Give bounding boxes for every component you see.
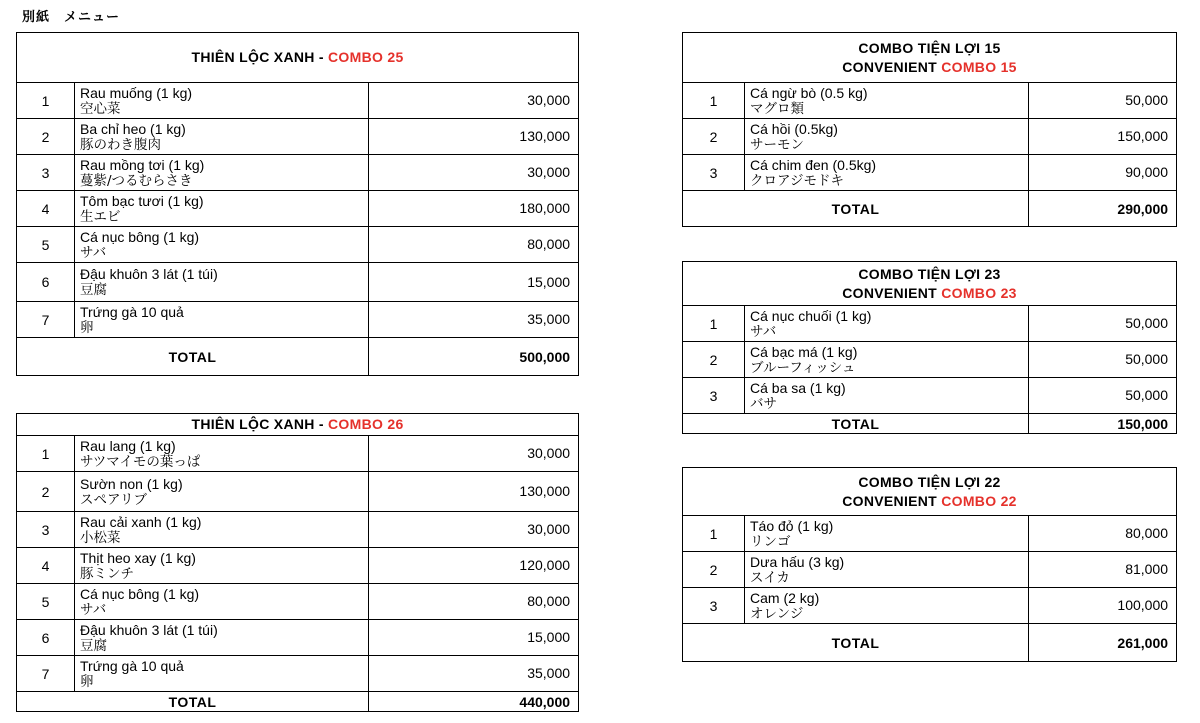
combo-26-title: THIÊN LỘC XANH - COMBO 26 <box>17 414 579 436</box>
table-row <box>683 552 1177 588</box>
item-number: 1 <box>683 516 745 552</box>
item-name-vietnamese: Rau lang (1 kg) <box>80 437 176 454</box>
table-row <box>17 584 579 620</box>
item-name-japanese: 小松菜 <box>80 529 121 546</box>
item-price: 130,000 <box>369 472 579 512</box>
item-name-cell <box>745 378 1029 414</box>
item-number: 2 <box>17 119 75 155</box>
combo-23-table <box>682 261 1177 434</box>
item-number: 5 <box>17 584 75 620</box>
table-row <box>17 512 579 548</box>
table-row <box>17 302 579 338</box>
item-name-cell <box>75 191 369 227</box>
item-price: 80,000 <box>369 584 579 620</box>
item-name-vietnamese: Cá nục chuối (1 kg) <box>750 307 872 324</box>
total-label: TOTAL <box>683 624 1029 662</box>
total-row <box>683 624 1177 662</box>
item-name-vietnamese: Táo đỏ (1 kg) <box>750 517 834 534</box>
item-number: 7 <box>17 656 75 692</box>
item-name-cell <box>75 620 369 656</box>
item-name-japanese: スイカ <box>750 569 790 586</box>
item-price: 130,000 <box>369 119 579 155</box>
table-row <box>17 656 579 692</box>
total-label: TOTAL <box>683 414 1029 434</box>
item-number: 1 <box>683 83 745 119</box>
item-price: 50,000 <box>1029 378 1177 414</box>
item-number: 6 <box>17 263 75 302</box>
item-number: 1 <box>17 436 75 472</box>
item-name-vietnamese: Tôm bạc tươi (1 kg) <box>80 192 204 209</box>
item-price: 15,000 <box>369 620 579 656</box>
item-name-cell <box>75 584 369 620</box>
item-name-japanese: スペアリブ <box>80 491 147 508</box>
item-name-cell <box>745 83 1029 119</box>
item-name-cell <box>75 155 369 191</box>
item-name-cell <box>75 83 369 119</box>
item-price: 150,000 <box>1029 119 1177 155</box>
combo-25-table <box>16 32 579 376</box>
item-name-vietnamese: Trứng gà 10 quả <box>80 657 184 674</box>
item-name-cell <box>745 588 1029 624</box>
item-number: 3 <box>17 155 75 191</box>
item-name-japanese: バサ <box>750 395 777 412</box>
item-name-japanese: 豚のわき腹肉 <box>80 136 161 153</box>
combo-26-table <box>16 413 579 712</box>
item-number: 2 <box>683 552 745 588</box>
table-row <box>683 83 1177 119</box>
combo-15-table <box>682 32 1177 227</box>
item-name-vietnamese: Cá bạc má (1 kg) <box>750 343 858 360</box>
table-row <box>683 516 1177 552</box>
item-name-cell <box>745 342 1029 378</box>
item-price: 35,000 <box>369 656 579 692</box>
item-price: 50,000 <box>1029 342 1177 378</box>
item-number: 3 <box>17 512 75 548</box>
item-price: 180,000 <box>369 191 579 227</box>
item-name-japanese: ブルーフィッシュ <box>750 359 856 376</box>
table-row <box>17 191 579 227</box>
item-number: 3 <box>683 588 745 624</box>
item-price: 50,000 <box>1029 306 1177 342</box>
item-name-vietnamese: Rau muống (1 kg) <box>80 84 193 101</box>
table-row <box>683 342 1177 378</box>
table-row <box>17 263 579 302</box>
item-price: 15,000 <box>369 263 579 302</box>
item-number: 2 <box>683 119 745 155</box>
item-price: 100,000 <box>1029 588 1177 624</box>
item-number: 4 <box>17 548 75 584</box>
item-name-japanese: 卵 <box>80 319 94 336</box>
item-price: 90,000 <box>1029 155 1177 191</box>
item-number: 5 <box>17 227 75 263</box>
item-name-japanese: 豚ミンチ <box>80 565 134 582</box>
item-price: 35,000 <box>369 302 579 338</box>
item-name-cell <box>745 516 1029 552</box>
item-name-japanese: リンゴ <box>750 533 791 550</box>
item-name-vietnamese: Cá chim đen (0.5kg) <box>750 156 877 173</box>
total-label: TOTAL <box>683 191 1029 227</box>
item-name-japanese: サバ <box>80 601 107 618</box>
item-name-vietnamese: Thịt heo xay (1 kg) <box>80 549 196 566</box>
item-name-japanese: 生エビ <box>80 208 121 225</box>
table-row <box>17 548 579 584</box>
item-name-vietnamese: Sườn non (1 kg) <box>80 475 183 492</box>
item-name-vietnamese: Trứng gà 10 quả <box>80 303 184 320</box>
item-name-cell <box>75 548 369 584</box>
total-label: TOTAL <box>17 338 369 376</box>
item-price: 30,000 <box>369 512 579 548</box>
item-name-vietnamese: Cá hồi (0.5kg) <box>750 120 838 137</box>
item-name-cell <box>745 155 1029 191</box>
item-price: 30,000 <box>369 436 579 472</box>
item-name-vietnamese: Cá nục bông (1 kg) <box>80 585 200 602</box>
item-number: 1 <box>683 306 745 342</box>
item-name-japanese: クロアジモドキ <box>750 172 844 189</box>
item-price: 30,000 <box>369 155 579 191</box>
total-value: 440,000 <box>369 692 579 712</box>
item-name-japanese: サーモン <box>750 136 804 153</box>
table-row <box>17 436 579 472</box>
item-number: 4 <box>17 191 75 227</box>
item-name-vietnamese: Ba chỉ heo (1 kg) <box>80 120 186 137</box>
table-row <box>17 83 579 119</box>
item-name-japanese: 豆腐 <box>80 282 107 298</box>
item-name-japanese: マグロ類 <box>750 100 804 117</box>
table-row <box>683 306 1177 342</box>
table-row <box>17 119 579 155</box>
table-row <box>683 588 1177 624</box>
item-name-cell <box>745 552 1029 588</box>
item-name-japanese: 空心菜 <box>80 100 121 117</box>
item-name-vietnamese: Cá nục bông (1 kg) <box>80 228 200 245</box>
item-name-vietnamese: Dưa hấu (3 kg) <box>750 553 845 570</box>
item-price: 120,000 <box>369 548 579 584</box>
item-price: 80,000 <box>1029 516 1177 552</box>
item-price: 80,000 <box>369 227 579 263</box>
item-number: 1 <box>17 83 75 119</box>
total-value: 261,000 <box>1029 624 1177 662</box>
combo-25-title: THIÊN LỘC XANH - COMBO 25 <box>17 33 579 83</box>
item-number: 6 <box>17 620 75 656</box>
item-name-cell <box>75 263 369 302</box>
item-name-cell <box>75 436 369 472</box>
item-number: 2 <box>683 342 745 378</box>
item-name-cell <box>75 512 369 548</box>
table-row <box>17 620 579 656</box>
total-value: 150,000 <box>1029 414 1177 434</box>
combo-15-title: COMBO TIỆN LỢI 15 CONVENIENT COMBO 15 <box>683 33 1177 83</box>
item-number: 7 <box>17 302 75 338</box>
combo-22-title: COMBO TIỆN LỢI 22 CONVENIENT COMBO 22 <box>683 468 1177 516</box>
item-name-vietnamese: Rau mồng tơi (1 kg) <box>80 156 205 173</box>
item-name-vietnamese: Đậu khuôn 3 lát (1 túi) <box>80 266 218 282</box>
item-name-japanese: 蔓紫/つるむらさき <box>80 172 193 189</box>
item-name-japanese: サバ <box>750 323 777 340</box>
combo-23-title: COMBO TIỆN LỢI 23 CONVENIENT COMBO 23 <box>683 262 1177 306</box>
table-row <box>683 378 1177 414</box>
item-name-cell <box>75 119 369 155</box>
item-name-japanese: サバ <box>80 244 107 261</box>
table-row <box>683 155 1177 191</box>
total-row <box>683 191 1177 227</box>
item-number: 2 <box>17 472 75 512</box>
total-value: 290,000 <box>1029 191 1177 227</box>
table-row <box>17 472 579 512</box>
item-name-cell <box>745 306 1029 342</box>
total-row <box>17 692 579 712</box>
item-name-vietnamese: Đậu khuôn 3 lát (1 túi) <box>80 621 218 638</box>
item-price: 81,000 <box>1029 552 1177 588</box>
item-name-cell <box>745 119 1029 155</box>
item-name-vietnamese: Rau cải xanh (1 kg) <box>80 513 202 530</box>
item-number: 3 <box>683 155 745 191</box>
item-price: 30,000 <box>369 83 579 119</box>
item-name-cell <box>75 227 369 263</box>
item-name-vietnamese: Cá ngừ bò (0.5 kg) <box>750 84 868 101</box>
item-number: 3 <box>683 378 745 414</box>
table-row <box>17 227 579 263</box>
item-name-vietnamese: Cá ba sa (1 kg) <box>750 379 846 396</box>
total-row <box>683 414 1177 434</box>
item-name-japanese: 卵 <box>80 673 94 690</box>
total-value: 500,000 <box>369 338 579 376</box>
item-name-cell <box>75 472 369 512</box>
item-name-cell <box>75 656 369 692</box>
page-label: 別紙 メニュー <box>22 10 121 25</box>
table-row <box>17 155 579 191</box>
combo-22-table <box>682 467 1177 662</box>
item-name-cell <box>75 302 369 338</box>
total-label: TOTAL <box>17 692 369 712</box>
item-name-japanese: サツマイモの葉っぱ <box>80 453 201 470</box>
item-price: 50,000 <box>1029 83 1177 119</box>
item-name-japanese: オレンジ <box>750 605 804 622</box>
total-row <box>17 338 579 376</box>
table-row <box>683 119 1177 155</box>
item-name-japanese: 豆腐 <box>80 637 107 654</box>
item-name-vietnamese: Cam (2 kg) <box>750 589 820 606</box>
